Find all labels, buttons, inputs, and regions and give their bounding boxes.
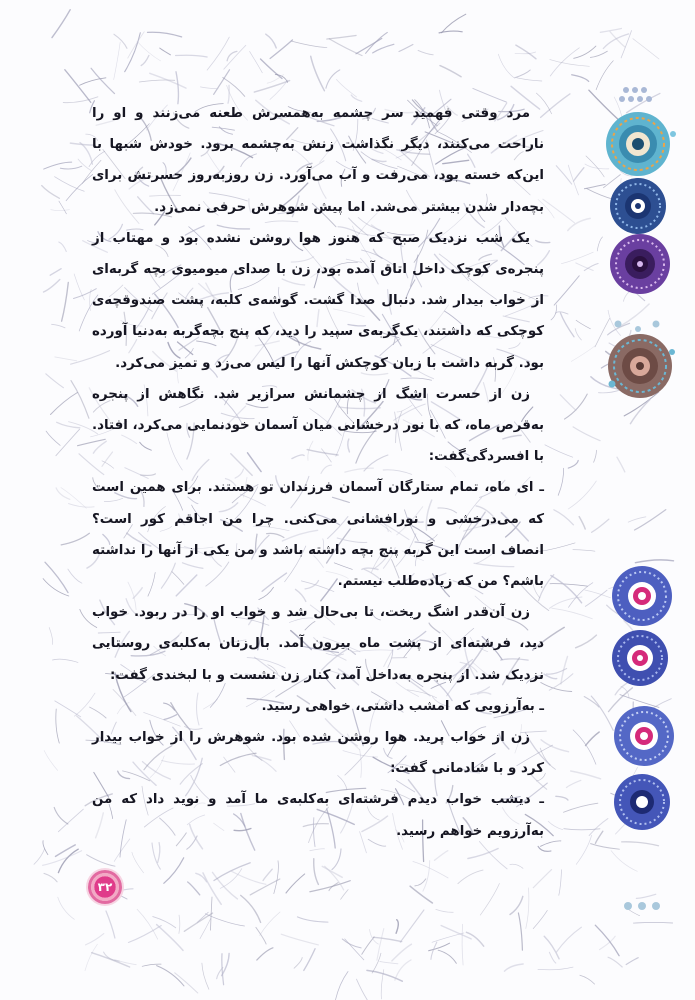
scribble-stroke <box>71 381 89 419</box>
scribble-stroke <box>372 953 381 973</box>
scribble-stroke <box>44 162 72 169</box>
scribble-stroke <box>207 37 229 70</box>
scribble-stroke <box>576 835 591 864</box>
scribble-stroke <box>294 958 302 969</box>
paragraph-2: یک شب نزدیک صبح که هنوز هوا روشن نشده بود و مهتاب از پنجره‌ی کوچک داخل اتاق آمده بود، زن با صدای میومیوی بچه گربه‌ای از خواب بیدار شد. دنبال صدا گشت. گوشه‌ی کلبه، پشت صندوقچه‌ی کوچکی که داشتند، یک‌گربه‌ی سپید را دید، که پنج بچه‌گربه به‌دنیا آورده بود. گربه داشت با زبان کوچکش آنها را لیس می‌زد و تمیز می‌کرد. <box>92 230 544 371</box>
scribble-stroke <box>541 683 572 692</box>
scribble-stroke <box>54 807 68 824</box>
scribble-stroke <box>556 312 568 314</box>
scribble-stroke <box>80 143 92 165</box>
scribble-stroke <box>311 56 325 90</box>
scribble-stroke <box>610 32 625 47</box>
scribble-stroke <box>554 510 574 525</box>
scribble-stroke <box>510 864 523 868</box>
scribble-stroke <box>399 45 413 52</box>
decorative-discs-column <box>598 84 694 924</box>
scribble-stroke <box>566 780 581 787</box>
blue-disc-4 <box>614 774 670 830</box>
scribble-stroke <box>132 852 144 873</box>
scribble-stroke <box>86 934 104 945</box>
scribble-stroke <box>550 584 587 586</box>
scribble-stroke <box>125 33 141 72</box>
scribble-stroke <box>574 46 596 58</box>
scribble-stroke <box>543 199 575 223</box>
scribble-stroke <box>556 796 568 800</box>
scribble-stroke <box>257 948 273 960</box>
scribble-stroke <box>380 962 398 964</box>
scribble-stroke <box>517 78 542 81</box>
scribble-stroke <box>590 51 607 57</box>
scribble-stroke <box>44 873 57 881</box>
story-text <box>92 98 544 847</box>
scribble-stroke <box>46 431 60 445</box>
dialogue-woman: ـ دیشب خواب دیدم فرشته‌ای به‌کلبه‌ی ما آمد و نوید داد که من به‌آرزویم خواهم رسید. <box>92 792 544 839</box>
scribble-stroke <box>322 866 342 877</box>
scribble-stroke <box>550 48 579 76</box>
scribble-stroke <box>565 394 588 419</box>
scribble-stroke <box>432 933 464 942</box>
scribble-stroke <box>541 740 568 752</box>
scribble-stroke <box>568 481 596 509</box>
scribble-stroke <box>51 393 78 415</box>
scribble-stroke <box>153 917 176 928</box>
scribble-stroke <box>336 79 356 97</box>
scribble-stroke <box>256 927 266 944</box>
scribble-stroke <box>52 324 65 328</box>
navy-disc <box>610 178 666 234</box>
scribble-stroke <box>68 569 82 583</box>
scribble-stroke <box>50 269 61 276</box>
scribble-stroke <box>214 70 230 95</box>
scribble-stroke <box>550 597 582 608</box>
scribble-stroke <box>310 849 325 851</box>
scribble-stroke <box>148 32 182 37</box>
scribble-stroke <box>281 934 318 945</box>
scribble-stroke <box>314 859 319 885</box>
scribble-stroke <box>69 504 95 508</box>
scribble-stroke <box>45 562 68 592</box>
scribble-stroke <box>550 60 590 67</box>
scribble-stroke <box>87 855 115 867</box>
scribble-stroke <box>373 937 401 941</box>
scribble-stroke <box>291 41 327 48</box>
blue-disc-2 <box>612 630 668 686</box>
scribble-stroke <box>518 913 522 950</box>
scribble-stroke <box>224 45 246 69</box>
scribble-stroke <box>533 870 551 888</box>
scribble-stroke <box>261 59 283 79</box>
scribble-stroke <box>594 450 597 462</box>
scribble-stroke <box>561 252 593 264</box>
bottom-dots <box>624 902 660 910</box>
teal-disc <box>606 112 676 176</box>
scribble-stroke <box>600 29 621 33</box>
scribble-stroke <box>200 87 218 89</box>
scribble-stroke <box>466 932 483 946</box>
scribble-stroke <box>575 329 581 340</box>
paragraph-3: زن از حسرت اشگ از چشمانش سرازیر شد. نگاهش از پنجره به‌قرص ماه، که با نور درخشانی میان آسمان خودنمایی می‌کرد، افتاد. با افسردگی‌گفت: <box>92 386 544 465</box>
scribble-stroke <box>572 75 589 82</box>
scribble-stroke <box>52 10 70 38</box>
scribble-stroke <box>418 50 433 54</box>
scribble-stroke <box>78 159 91 171</box>
scribble-stroke <box>267 75 283 84</box>
scribble-stroke <box>202 963 209 989</box>
scribble-stroke <box>559 870 562 896</box>
scribble-stroke <box>571 346 595 362</box>
scribble-stroke <box>137 41 161 61</box>
scribble-stroke <box>413 862 448 878</box>
scribble-stroke <box>200 919 211 939</box>
scribble-stroke <box>538 846 551 851</box>
scribble-stroke <box>232 871 266 884</box>
scribble-stroke <box>533 910 547 928</box>
small-dots <box>615 321 660 333</box>
scribble-stroke <box>157 966 184 986</box>
scribble-stroke <box>274 861 279 894</box>
brown-disc <box>608 334 675 398</box>
scribble-stroke <box>505 964 524 971</box>
scribble-stroke <box>157 925 183 951</box>
scribble-stroke <box>541 94 570 118</box>
scribble-stroke <box>263 869 272 880</box>
scribble-stroke <box>223 78 245 97</box>
scribble-stroke <box>260 912 280 935</box>
scribble-stroke <box>462 924 463 965</box>
scribble-stroke <box>510 896 523 914</box>
scribble-stroke <box>573 427 600 441</box>
blue-disc-1 <box>612 566 672 626</box>
scribble-stroke <box>56 488 70 499</box>
scribble-stroke <box>429 943 450 951</box>
scribble-stroke <box>571 771 601 779</box>
scribble-stroke <box>106 911 115 938</box>
scribble-stroke <box>573 550 595 552</box>
scribble-stroke <box>579 517 585 529</box>
scribble-stroke <box>551 576 582 603</box>
scribble-stroke <box>164 858 184 884</box>
scribble-stroke <box>564 829 600 830</box>
scribble-stroke <box>431 942 437 959</box>
scribble-stroke <box>545 445 573 457</box>
paragraph-7: زن از خواب پرید. هوا روشن شده بود. شوهرش را از خواب بیدار کرد و با شادمانی گفت: <box>92 730 544 777</box>
scribble-stroke <box>250 51 263 72</box>
scribble-stroke <box>498 54 514 77</box>
scribble-stroke <box>66 174 93 200</box>
scribble-stroke <box>341 890 349 900</box>
scribble-stroke <box>42 186 60 199</box>
scribble-stroke <box>400 910 424 942</box>
scribble-stroke <box>61 533 89 545</box>
scribble-stroke <box>60 166 81 169</box>
scribble-stroke <box>357 979 373 1000</box>
scribble-stroke <box>286 874 305 893</box>
scribble-stroke <box>551 305 557 320</box>
scribble-stroke <box>436 909 453 912</box>
scribble-stroke <box>557 927 582 952</box>
scribble-stroke <box>184 913 212 931</box>
scribble-stroke <box>458 870 483 884</box>
scribble-stroke <box>415 879 426 886</box>
scribble-stroke <box>395 960 411 980</box>
scribble-stroke <box>141 56 149 66</box>
scribble-stroke <box>74 274 84 300</box>
scribble-stroke <box>392 944 412 961</box>
scribble-stroke <box>58 809 83 832</box>
scribble-stroke <box>442 14 466 33</box>
scribble-stroke <box>55 177 85 192</box>
scribble-stroke <box>128 32 144 58</box>
scribble-stroke <box>91 68 114 93</box>
scribble-stroke <box>175 973 198 993</box>
scribble-stroke <box>59 201 67 214</box>
scribble-stroke <box>608 957 622 967</box>
scribble-stroke <box>580 975 595 984</box>
scribble-stroke <box>548 821 563 829</box>
scribble-stroke <box>544 936 559 959</box>
paragraph-5: زن آن‌قدر اشگ ریخت، تا بی‌حال شد و خواب او را در ربود. خواب دید، فرشته‌ای از پشت ماه بیرون آمد. بال‌زنان به‌کلبه‌ی روستایی نزدیک شد. از پنجره به‌داخل آمد، کنار زن نشست و با لبخندی گفت: <box>92 605 544 683</box>
scribble-stroke <box>373 44 394 53</box>
scribble-stroke <box>160 48 171 55</box>
scribble-stroke <box>65 70 91 103</box>
scribble-stroke <box>334 972 348 1000</box>
dialogue-moon: ـ ای ماه، تمام ستارگان آسمان فرزندان تو هستند. برای همین است که می‌درخشی و نورافشانی می‌کنی. چرا من اجاقم کور است؟ انصاف است این گربه پنج بچه داشته باشد و من یکی از آنها را نداشته باشم؟ من که زیاده‌طلب نیستم. <box>92 480 544 590</box>
scribble-stroke <box>85 944 97 970</box>
scribble-stroke <box>554 276 579 305</box>
scribble-stroke <box>58 897 75 919</box>
scribble-stroke <box>304 949 315 971</box>
scribble-stroke <box>49 628 53 645</box>
scribble-stroke <box>176 55 208 57</box>
scribble-stroke <box>128 926 161 943</box>
scribble-stroke <box>62 282 69 321</box>
scribble-stroke <box>222 954 224 985</box>
scribble-stroke <box>538 967 573 970</box>
scribble-stroke <box>595 925 619 956</box>
scribble-stroke <box>114 42 121 80</box>
blue-disc-3 <box>614 706 674 766</box>
scribble-stroke <box>332 849 341 870</box>
scribble-stroke <box>345 939 364 960</box>
scribble-stroke <box>438 950 456 963</box>
scribble-stroke <box>516 45 536 59</box>
scribble-stroke <box>564 803 598 812</box>
top-dots <box>619 87 652 102</box>
scribble-stroke <box>549 952 555 963</box>
scribble-stroke <box>558 468 563 495</box>
scribble-stroke <box>43 841 48 855</box>
scribble-stroke <box>435 851 448 861</box>
scribble-stroke <box>137 909 158 939</box>
scribble-stroke <box>410 886 432 903</box>
scribble-stroke <box>297 917 328 922</box>
scribble-stroke <box>633 39 659 59</box>
scribble-stroke <box>560 313 574 337</box>
scribble-stroke <box>626 958 638 965</box>
scribble-stroke <box>254 81 289 93</box>
scribble-stroke <box>576 320 590 329</box>
page-number-badge <box>88 870 122 904</box>
scribble-stroke <box>46 374 64 388</box>
scribble-stroke <box>56 709 59 743</box>
scribble-stroke <box>34 849 45 865</box>
dialogue-angel: ـ به‌آرزویی که امشب داشتی، خواهی رسید. <box>261 698 544 714</box>
scribble-stroke <box>92 953 130 967</box>
page-number: ۳۲ <box>97 880 113 894</box>
scribble-stroke <box>396 920 398 934</box>
scribble-stroke <box>540 543 576 552</box>
scribble-stroke <box>57 422 80 428</box>
scribble-stroke <box>179 915 180 933</box>
scribble-stroke <box>241 895 261 922</box>
scribble-stroke <box>573 730 596 764</box>
scribble-stroke <box>327 36 356 40</box>
scribble-stroke <box>568 165 578 195</box>
scribble-stroke <box>188 882 200 895</box>
scribble-stroke <box>526 888 529 929</box>
scribble-stroke <box>326 70 340 88</box>
scribble-stroke <box>515 70 531 78</box>
scribble-stroke <box>114 34 127 48</box>
scribble-stroke <box>552 608 593 619</box>
scribble-stroke <box>362 937 374 954</box>
scribble-stroke <box>44 280 60 293</box>
scribble-stroke <box>356 38 382 53</box>
scribble-stroke <box>574 168 584 182</box>
scribble-stroke <box>266 34 276 48</box>
scribble-stroke <box>51 210 70 211</box>
scribble-stroke <box>440 66 461 77</box>
scribble-stroke <box>56 429 80 456</box>
scribble-stroke <box>544 674 557 679</box>
scribble-stroke <box>515 52 536 54</box>
scribble-stroke <box>55 701 81 717</box>
paragraph-1: مرد وقتی فهمید سر چشمه به‌همسرش طعنه می‌زنند و او را ناراحت می‌کنند، دیگر نگذاشت زنش به‌چشمه برود. خودش شبها با این‌که خسته بود، می‌رفت و آب می‌آورد. زن روزبه‌روز حسرتش برای بچه‌دار شدن بیشتر می‌شد. اما پیش شوهرش حرفی نمی‌زد. <box>92 106 544 215</box>
purple-disc <box>610 234 670 294</box>
scribble-stroke <box>480 884 499 916</box>
scribble-stroke <box>576 635 597 648</box>
scribble-stroke <box>568 461 578 469</box>
scribble-stroke <box>560 395 576 410</box>
scribble-stroke <box>55 357 77 361</box>
scribble-stroke <box>53 659 79 662</box>
scribble-stroke <box>59 242 67 252</box>
scribble-stroke <box>44 751 57 771</box>
